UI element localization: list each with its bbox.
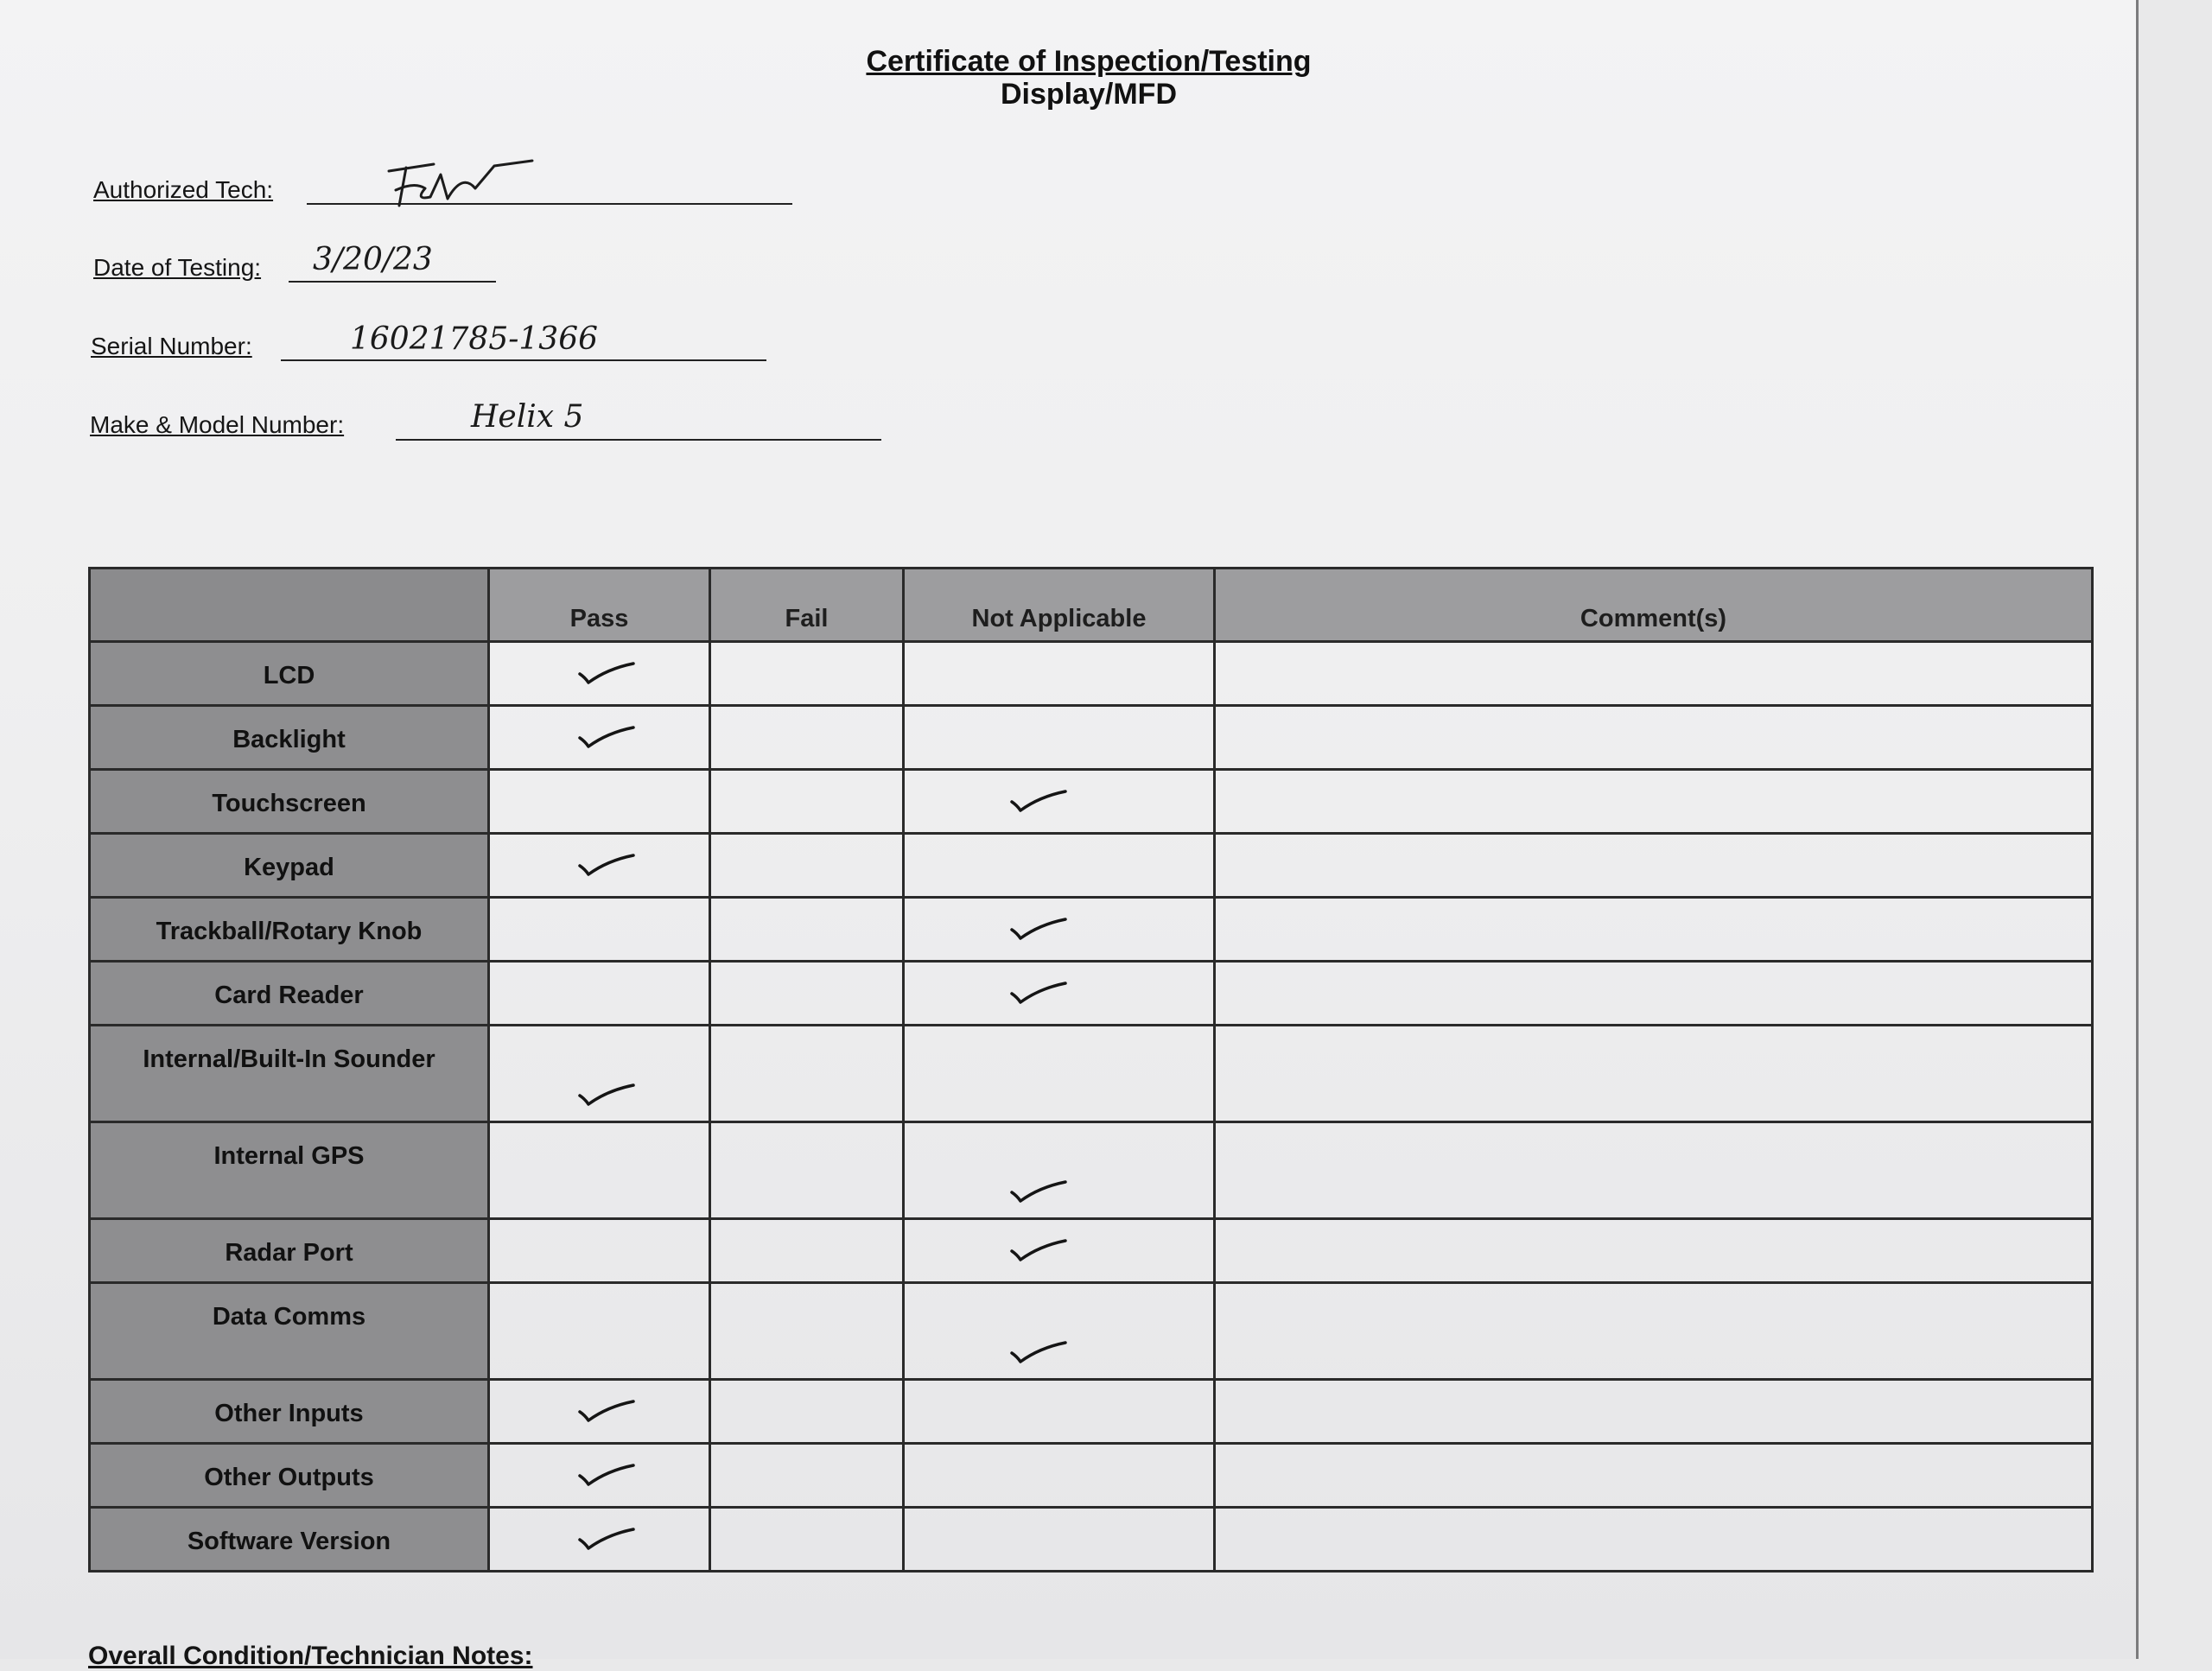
pass-cell[interactable]	[489, 1444, 710, 1508]
pass-cell[interactable]	[489, 1122, 710, 1219]
pass-cell[interactable]	[489, 1380, 710, 1444]
not-applicable-cell[interactable]	[904, 1444, 1215, 1508]
column-header-pass: Pass	[489, 569, 710, 642]
checkmark-icon	[1008, 914, 1071, 945]
table-row	[90, 962, 2093, 1026]
pass-cell[interactable]	[489, 898, 710, 962]
comments-cell[interactable]	[1215, 962, 2093, 1026]
document-title: Certificate of Inspection/Testing	[866, 45, 1312, 78]
checkmark-icon	[576, 1080, 639, 1111]
header-corner	[90, 569, 489, 642]
model-value: Helix 5	[471, 399, 584, 435]
row-label: Touchscreen	[90, 770, 489, 834]
fail-cell[interactable]	[710, 642, 904, 706]
fail-cell[interactable]	[710, 770, 904, 834]
model-line	[396, 439, 881, 441]
not-applicable-cell[interactable]	[904, 1283, 1215, 1380]
row-label: Backlight	[90, 706, 489, 770]
comments-cell[interactable]	[1215, 1508, 2093, 1572]
checkmark-icon	[576, 1524, 639, 1555]
not-applicable-cell[interactable]	[904, 898, 1215, 962]
fail-cell[interactable]	[710, 1444, 904, 1508]
comments-cell[interactable]	[1215, 706, 2093, 770]
not-applicable-cell[interactable]	[904, 642, 1215, 706]
inspection-table	[88, 567, 2094, 1573]
not-applicable-cell[interactable]	[904, 706, 1215, 770]
fail-cell[interactable]	[710, 1283, 904, 1380]
table-row	[90, 1380, 2093, 1444]
technician-signature	[380, 156, 536, 216]
fail-cell[interactable]	[710, 962, 904, 1026]
row-label: Card Reader	[90, 962, 489, 1026]
document-subtitle: Display/MFD	[1000, 78, 1178, 111]
checkmark-icon	[1008, 786, 1071, 817]
comments-cell[interactable]	[1215, 1026, 2093, 1122]
notes-label: Overall Condition/Technician Notes:	[88, 1642, 533, 1670]
checkmark-icon	[1008, 1177, 1071, 1208]
comments-cell[interactable]	[1215, 1283, 2093, 1380]
fail-cell[interactable]	[710, 1026, 904, 1122]
comments-cell[interactable]	[1215, 1219, 2093, 1283]
pass-cell[interactable]	[489, 1026, 710, 1122]
not-applicable-cell[interactable]	[904, 1219, 1215, 1283]
column-header-comments: Comment(s)	[1215, 569, 2093, 642]
date-value: 3/20/23	[313, 242, 433, 277]
table-row	[90, 898, 2093, 962]
model-label: Make & Model Number:	[90, 411, 345, 438]
pass-cell[interactable]	[489, 642, 710, 706]
table-row	[90, 770, 2093, 834]
row-label: Internal/Built-In Sounder	[90, 1026, 489, 1122]
pass-cell[interactable]	[489, 962, 710, 1026]
table-row	[90, 1444, 2093, 1508]
checkmark-icon	[576, 658, 639, 689]
fail-cell[interactable]	[710, 1219, 904, 1283]
table-header-row	[90, 569, 2093, 642]
pass-cell[interactable]	[489, 706, 710, 770]
not-applicable-cell[interactable]	[904, 834, 1215, 898]
table-body	[90, 642, 2093, 1572]
column-header-not-applicable: Not Applicable	[904, 569, 1215, 642]
checkmark-icon	[1008, 978, 1071, 1009]
not-applicable-cell[interactable]	[904, 1122, 1215, 1219]
table-row	[90, 1122, 2093, 1219]
comments-cell[interactable]	[1215, 1444, 2093, 1508]
not-applicable-cell[interactable]	[904, 1508, 1215, 1572]
not-applicable-cell[interactable]	[904, 770, 1215, 834]
row-label: Software Version	[90, 1508, 489, 1572]
comments-cell[interactable]	[1215, 1122, 2093, 1219]
row-label: Internal GPS	[90, 1122, 489, 1219]
date-line	[289, 281, 496, 283]
pass-cell[interactable]	[489, 1219, 710, 1283]
fail-cell[interactable]	[710, 1380, 904, 1444]
comments-cell[interactable]	[1215, 1380, 2093, 1444]
checkmark-icon	[576, 1396, 639, 1427]
table-row	[90, 1508, 2093, 1572]
column-header-fail: Fail	[710, 569, 904, 642]
row-label: Other Outputs	[90, 1444, 489, 1508]
row-label: Trackball/Rotary Knob	[90, 898, 489, 962]
fail-cell[interactable]	[710, 706, 904, 770]
pass-cell[interactable]	[489, 1283, 710, 1380]
row-label: Data Comms	[90, 1283, 489, 1380]
table-row	[90, 706, 2093, 770]
not-applicable-cell[interactable]	[904, 1026, 1215, 1122]
row-label: LCD	[90, 642, 489, 706]
serial-label: Serial Number:	[91, 333, 252, 359]
checkmark-icon	[576, 850, 639, 881]
row-label: Other Inputs	[90, 1380, 489, 1444]
fail-cell[interactable]	[710, 1508, 904, 1572]
comments-cell[interactable]	[1215, 770, 2093, 834]
pass-cell[interactable]	[489, 1508, 710, 1572]
comments-cell[interactable]	[1215, 834, 2093, 898]
row-label: Radar Port	[90, 1219, 489, 1283]
date-label: Date of Testing:	[93, 254, 262, 281]
row-label: Keypad	[90, 834, 489, 898]
pass-cell[interactable]	[489, 770, 710, 834]
table-row	[90, 1026, 2093, 1122]
comments-cell[interactable]	[1215, 898, 2093, 962]
not-applicable-cell[interactable]	[904, 962, 1215, 1026]
not-applicable-cell[interactable]	[904, 1380, 1215, 1444]
checkmark-icon	[576, 1460, 639, 1491]
serial-value: 16021785-1366	[350, 321, 599, 357]
fail-cell[interactable]	[710, 1122, 904, 1219]
paper-edge	[2136, 0, 2139, 1659]
checkmark-icon	[1008, 1236, 1071, 1267]
pass-cell[interactable]	[489, 834, 710, 898]
checkmark-icon	[576, 722, 639, 753]
table-row	[90, 642, 2093, 706]
checkmark-icon	[1008, 1337, 1071, 1369]
comments-cell[interactable]	[1215, 642, 2093, 706]
fail-cell[interactable]	[710, 834, 904, 898]
table-row	[90, 1283, 2093, 1380]
fail-cell[interactable]	[710, 898, 904, 962]
table-row	[90, 834, 2093, 898]
serial-line	[281, 359, 766, 361]
tech-label: Authorized Tech:	[93, 176, 274, 203]
table-row	[90, 1219, 2093, 1283]
